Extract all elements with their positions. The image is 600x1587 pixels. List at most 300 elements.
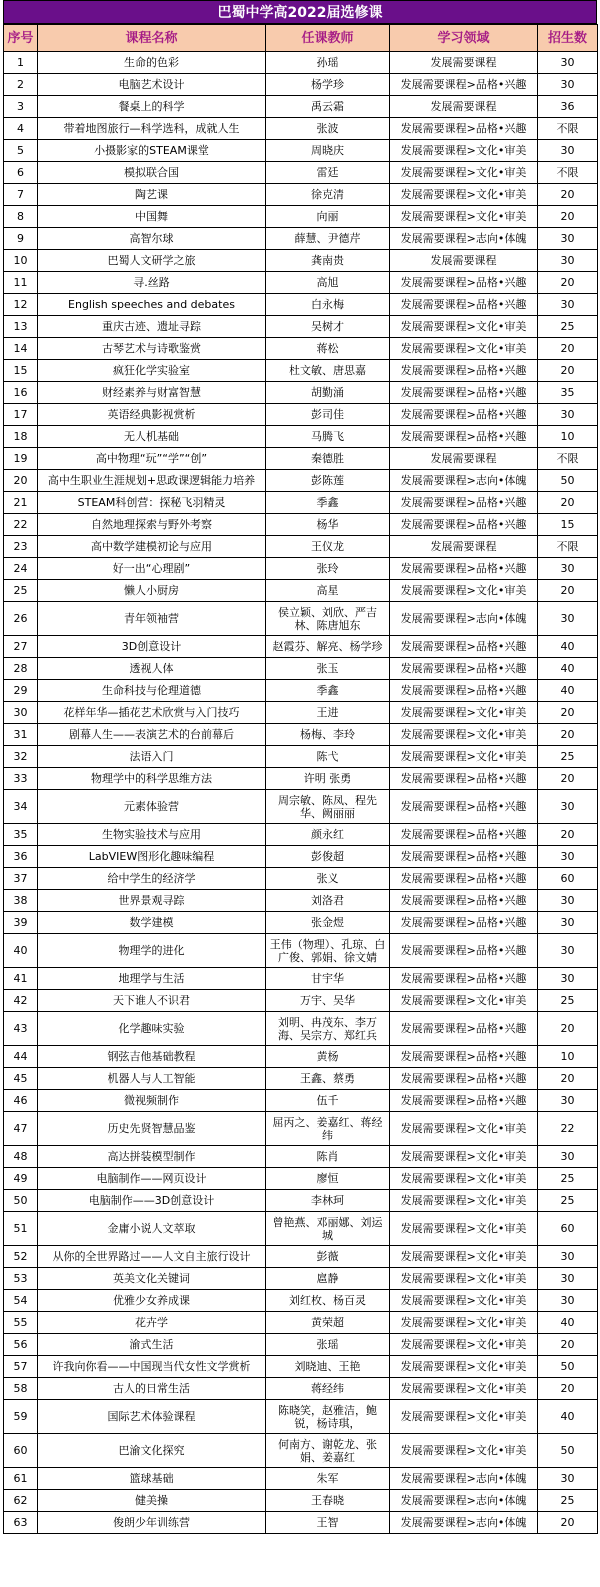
cell-area: 发展需要课程>文化•审美 <box>390 746 538 768</box>
cell-course: 高中生职业生涯规划+思政课逻辑能力培养 <box>38 470 266 492</box>
cell-teacher: 蒋松 <box>266 338 390 360</box>
cell-no: 9 <box>4 228 38 250</box>
table-row <box>4 558 598 580</box>
table-row <box>4 1212 598 1246</box>
cell-teacher: 季鑫 <box>266 492 390 514</box>
cell-count: 20 <box>538 1334 598 1356</box>
cell-course: LabVIEW图形化趣味编程 <box>38 846 266 868</box>
cell-count: 30 <box>538 294 598 316</box>
cell-count: 20 <box>538 206 598 228</box>
cell-no: 17 <box>4 404 38 426</box>
cell-no: 39 <box>4 912 38 934</box>
cell-count: 36 <box>538 96 598 118</box>
cell-no: 55 <box>4 1312 38 1334</box>
cell-teacher: 王智 <box>266 1512 390 1534</box>
cell-count: 不限 <box>538 536 598 558</box>
table-row <box>4 228 598 250</box>
table-row <box>4 250 598 272</box>
cell-count: 30 <box>538 250 598 272</box>
cell-no: 56 <box>4 1334 38 1356</box>
cell-area: 发展需要课程>文化•审美 <box>390 1246 538 1268</box>
table-row <box>4 1334 598 1356</box>
header-area: 学习领域 <box>390 25 538 52</box>
cell-teacher: 周晓庆 <box>266 140 390 162</box>
cell-area: 发展需要课程>文化•审美 <box>390 206 538 228</box>
cell-count: 30 <box>538 1246 598 1268</box>
table-row <box>4 448 598 470</box>
cell-course: 高中数学建模初论与应用 <box>38 536 266 558</box>
cell-course: 高智尔球 <box>38 228 266 250</box>
cell-no: 27 <box>4 636 38 658</box>
cell-area: 发展需要课程>品格•兴趣 <box>390 658 538 680</box>
cell-count: 30 <box>538 1290 598 1312</box>
table-row <box>4 1046 598 1068</box>
cell-course: 元素体验营 <box>38 790 266 824</box>
cell-area: 发展需要课程>品格•兴趣 <box>390 890 538 912</box>
cell-course: 带着地图旅行—科学选科，成就人生 <box>38 118 266 140</box>
cell-course: 古琴艺术与诗歌鉴赏 <box>38 338 266 360</box>
cell-area: 发展需要课程>品格•兴趣 <box>390 824 538 846</box>
cell-course: 巴渝文化探究 <box>38 1434 266 1468</box>
table-row <box>4 118 598 140</box>
cell-teacher: 刘明、冉茂东、李万海、吴宗方、郑红兵 <box>266 1012 390 1046</box>
table-row <box>4 912 598 934</box>
table-row <box>4 768 598 790</box>
cell-count: 20 <box>538 824 598 846</box>
table-row <box>4 470 598 492</box>
cell-area: 发展需要课程>文化•审美 <box>390 1334 538 1356</box>
cell-no: 8 <box>4 206 38 228</box>
cell-area: 发展需要课程>品格•兴趣 <box>390 1068 538 1090</box>
cell-course: 青年领袖营 <box>38 602 266 636</box>
cell-count: 10 <box>538 1046 598 1068</box>
cell-course: 世界景观寻踪 <box>38 890 266 912</box>
cell-count: 20 <box>538 1512 598 1534</box>
cell-area: 发展需要课程>文化•审美 <box>390 1434 538 1468</box>
cell-course: 生命的色彩 <box>38 52 266 74</box>
cell-area: 发展需要课程>品格•兴趣 <box>390 768 538 790</box>
cell-count: 不限 <box>538 118 598 140</box>
table-row <box>4 492 598 514</box>
cell-count: 20 <box>538 1068 598 1090</box>
table-row <box>4 1434 598 1468</box>
cell-course: 数学建模 <box>38 912 266 934</box>
cell-count: 60 <box>538 868 598 890</box>
cell-no: 32 <box>4 746 38 768</box>
cell-teacher: 张金煜 <box>266 912 390 934</box>
cell-count: 30 <box>538 1146 598 1168</box>
cell-teacher: 刘晓迪、王艳 <box>266 1356 390 1378</box>
table-row <box>4 580 598 602</box>
cell-teacher: 高旭 <box>266 272 390 294</box>
cell-course: 英美文化关键词 <box>38 1268 266 1290</box>
cell-area: 发展需要课程 <box>390 52 538 74</box>
cell-count: 20 <box>538 724 598 746</box>
cell-area: 发展需要课程 <box>390 96 538 118</box>
table-row <box>4 1068 598 1090</box>
cell-count: 40 <box>538 1400 598 1434</box>
cell-teacher: 张义 <box>266 868 390 890</box>
table-row <box>4 1468 598 1490</box>
cell-no: 33 <box>4 768 38 790</box>
table-row <box>4 96 598 118</box>
cell-teacher: 蒋经纬 <box>266 1378 390 1400</box>
table-row <box>4 790 598 824</box>
cell-teacher: 杨梅、李玲 <box>266 724 390 746</box>
cell-no: 5 <box>4 140 38 162</box>
cell-area: 发展需要课程>志向•体魄 <box>390 1512 538 1534</box>
table-row <box>4 1512 598 1534</box>
table-row <box>4 206 598 228</box>
cell-area: 发展需要课程>文化•审美 <box>390 184 538 206</box>
cell-count: 20 <box>538 492 598 514</box>
cell-no: 42 <box>4 990 38 1012</box>
cell-no: 2 <box>4 74 38 96</box>
cell-teacher: 龚南贵 <box>266 250 390 272</box>
table-row <box>4 272 598 294</box>
cell-teacher: 张瑶 <box>266 1334 390 1356</box>
cell-course: 金庸小说人文萃取 <box>38 1212 266 1246</box>
cell-area: 发展需要课程>品格•兴趣 <box>390 1090 538 1112</box>
cell-area: 发展需要课程>志向•体魄 <box>390 602 538 636</box>
cell-area: 发展需要课程>品格•兴趣 <box>390 846 538 868</box>
cell-count: 30 <box>538 52 598 74</box>
cell-no: 34 <box>4 790 38 824</box>
table-row <box>4 1090 598 1112</box>
table-row <box>4 1268 598 1290</box>
cell-no: 3 <box>4 96 38 118</box>
cell-course: 3D创意设计 <box>38 636 266 658</box>
cell-no: 38 <box>4 890 38 912</box>
table-row <box>4 1378 598 1400</box>
cell-no: 30 <box>4 702 38 724</box>
cell-count: 30 <box>538 846 598 868</box>
cell-area: 发展需要课程>品格•兴趣 <box>390 790 538 824</box>
cell-course: 高中物理“玩”“学”“创” <box>38 448 266 470</box>
table-row <box>4 724 598 746</box>
cell-teacher: 陈晓笑，赵雅洁，鲍锐，杨诗琪， <box>266 1400 390 1434</box>
table-row <box>4 1400 598 1434</box>
cell-course: STEAM科创营：探秘飞羽精灵 <box>38 492 266 514</box>
table-row <box>4 1112 598 1146</box>
cell-area: 发展需要课程>品格•兴趣 <box>390 934 538 968</box>
cell-teacher: 王鑫、蔡勇 <box>266 1068 390 1090</box>
cell-count: 10 <box>538 426 598 448</box>
cell-teacher: 刘洛君 <box>266 890 390 912</box>
cell-no: 4 <box>4 118 38 140</box>
cell-course: 模拟联合国 <box>38 162 266 184</box>
cell-no: 63 <box>4 1512 38 1534</box>
cell-no: 23 <box>4 536 38 558</box>
cell-count: 20 <box>538 580 598 602</box>
cell-course: 篮球基础 <box>38 1468 266 1490</box>
cell-count: 40 <box>538 658 598 680</box>
cell-count: 30 <box>538 1468 598 1490</box>
cell-count: 20 <box>538 768 598 790</box>
cell-area: 发展需要课程>文化•审美 <box>390 1112 538 1146</box>
cell-area: 发展需要课程>文化•审美 <box>390 1146 538 1168</box>
cell-course: 自然地理探索与野外考察 <box>38 514 266 536</box>
cell-teacher: 孙瑶 <box>266 52 390 74</box>
cell-course: 透视人体 <box>38 658 266 680</box>
cell-course: 天下谁人不识君 <box>38 990 266 1012</box>
cell-area: 发展需要课程>文化•审美 <box>390 1190 538 1212</box>
cell-course: 化学趣味实验 <box>38 1012 266 1046</box>
cell-course: 健美操 <box>38 1490 266 1512</box>
cell-count: 40 <box>538 680 598 702</box>
cell-area: 发展需要课程>文化•审美 <box>390 580 538 602</box>
table-row <box>4 1168 598 1190</box>
header-course: 课程名称 <box>38 25 266 52</box>
cell-course: 重庆古迹、遗址寻踪 <box>38 316 266 338</box>
cell-no: 59 <box>4 1400 38 1434</box>
cell-no: 46 <box>4 1090 38 1112</box>
cell-area: 发展需要课程>品格•兴趣 <box>390 492 538 514</box>
cell-course: 从你的全世界路过——人文自主旅行设计 <box>38 1246 266 1268</box>
cell-no: 18 <box>4 426 38 448</box>
cell-no: 1 <box>4 52 38 74</box>
cell-count: 25 <box>538 1168 598 1190</box>
table-row <box>4 636 598 658</box>
table-row <box>4 868 598 890</box>
table-row <box>4 1012 598 1046</box>
cell-area: 发展需要课程>文化•审美 <box>390 140 538 162</box>
cell-no: 43 <box>4 1012 38 1046</box>
cell-teacher: 万宇、吴华 <box>266 990 390 1012</box>
cell-course: 疯狂化学实验室 <box>38 360 266 382</box>
cell-area: 发展需要课程>品格•兴趣 <box>390 1046 538 1068</box>
cell-teacher: 杨学珍 <box>266 74 390 96</box>
cell-count: 30 <box>538 602 598 636</box>
cell-count: 20 <box>538 184 598 206</box>
cell-area: 发展需要课程>文化•审美 <box>390 1268 538 1290</box>
cell-teacher: 王春晓 <box>266 1490 390 1512</box>
cell-no: 31 <box>4 724 38 746</box>
cell-teacher: 许明 张勇 <box>266 768 390 790</box>
cell-course: 物理学的进化 <box>38 934 266 968</box>
table-row <box>4 824 598 846</box>
cell-area: 发展需要课程>文化•审美 <box>390 990 538 1012</box>
cell-teacher: 陈肖 <box>266 1146 390 1168</box>
cell-no: 25 <box>4 580 38 602</box>
cell-teacher: 彭薇 <box>266 1246 390 1268</box>
cell-no: 57 <box>4 1356 38 1378</box>
course-table-container <box>3 0 597 1534</box>
cell-no: 21 <box>4 492 38 514</box>
table-row <box>4 680 598 702</box>
cell-teacher: 侯立颖、刘欣、严吉林、陈唐旭东 <box>266 602 390 636</box>
cell-count: 30 <box>538 1268 598 1290</box>
cell-teacher: 刘红枚、杨百灵 <box>266 1290 390 1312</box>
cell-area: 发展需要课程>品格•兴趣 <box>390 404 538 426</box>
cell-teacher: 胡勤涌 <box>266 382 390 404</box>
cell-area: 发展需要课程>品格•兴趣 <box>390 514 538 536</box>
cell-count: 30 <box>538 790 598 824</box>
cell-no: 61 <box>4 1468 38 1490</box>
cell-count: 30 <box>538 74 598 96</box>
header-no: 序号 <box>4 25 38 52</box>
cell-area: 发展需要课程>文化•审美 <box>390 1400 538 1434</box>
cell-no: 49 <box>4 1168 38 1190</box>
table-row <box>4 294 598 316</box>
header-teacher: 任课教师 <box>266 25 390 52</box>
cell-no: 58 <box>4 1378 38 1400</box>
cell-no: 24 <box>4 558 38 580</box>
cell-course: 英语经典影视赏析 <box>38 404 266 426</box>
cell-teacher: 马腾飞 <box>266 426 390 448</box>
table-row <box>4 514 598 536</box>
cell-no: 40 <box>4 934 38 968</box>
cell-area: 发展需要课程>品格•兴趣 <box>390 360 538 382</box>
cell-course: 地理学与生活 <box>38 968 266 990</box>
header-count: 招生数 <box>538 25 598 52</box>
cell-teacher: 禹云霜 <box>266 96 390 118</box>
table-row <box>4 1356 598 1378</box>
cell-area: 发展需要课程>文化•审美 <box>390 1378 538 1400</box>
cell-count: 50 <box>538 1434 598 1468</box>
cell-count: 60 <box>538 1212 598 1246</box>
cell-area: 发展需要课程>志向•体魄 <box>390 1468 538 1490</box>
cell-no: 36 <box>4 846 38 868</box>
cell-area: 发展需要课程>品格•兴趣 <box>390 382 538 404</box>
table-row <box>4 1246 598 1268</box>
cell-teacher: 王进 <box>266 702 390 724</box>
cell-area: 发展需要课程>品格•兴趣 <box>390 558 538 580</box>
cell-teacher: 廖恒 <box>266 1168 390 1190</box>
cell-count: 30 <box>538 558 598 580</box>
cell-course: 生物实验技术与应用 <box>38 824 266 846</box>
cell-teacher: 彭俊超 <box>266 846 390 868</box>
cell-teacher: 颜永红 <box>266 824 390 846</box>
cell-area: 发展需要课程>文化•审美 <box>390 338 538 360</box>
cell-area: 发展需要课程>品格•兴趣 <box>390 680 538 702</box>
cell-teacher: 赵霞芬、解亮、杨学珍 <box>266 636 390 658</box>
table-row <box>4 360 598 382</box>
cell-course: 电脑制作——网页设计 <box>38 1168 266 1190</box>
cell-course: 国际艺术体验课程 <box>38 1400 266 1434</box>
cell-course: 物理学中的科学思维方法 <box>38 768 266 790</box>
cell-no: 60 <box>4 1434 38 1468</box>
cell-no: 52 <box>4 1246 38 1268</box>
cell-area: 发展需要课程 <box>390 448 538 470</box>
cell-course: 懒人小厨房 <box>38 580 266 602</box>
cell-teacher: 周宗敏、陈凤、程先华、阙丽丽 <box>266 790 390 824</box>
cell-area: 发展需要课程>文化•审美 <box>390 702 538 724</box>
cell-no: 15 <box>4 360 38 382</box>
cell-count: 不限 <box>538 448 598 470</box>
cell-area: 发展需要课程>品格•兴趣 <box>390 294 538 316</box>
table-row <box>4 968 598 990</box>
cell-count: 30 <box>538 228 598 250</box>
table-body <box>4 52 598 1534</box>
cell-teacher: 黄荣超 <box>266 1312 390 1334</box>
cell-area: 发展需要课程>品格•兴趣 <box>390 912 538 934</box>
cell-count: 20 <box>538 1378 598 1400</box>
cell-teacher: 薛慧、尹德芹 <box>266 228 390 250</box>
cell-count: 25 <box>538 316 598 338</box>
cell-no: 26 <box>4 602 38 636</box>
cell-no: 41 <box>4 968 38 990</box>
cell-teacher: 伍千 <box>266 1090 390 1112</box>
cell-course: 寻.丝路 <box>38 272 266 294</box>
cell-no: 19 <box>4 448 38 470</box>
cell-teacher: 杜文敏、唐思嘉 <box>266 360 390 382</box>
cell-no: 45 <box>4 1068 38 1090</box>
cell-course: 优雅少女养成课 <box>38 1290 266 1312</box>
table-row <box>4 316 598 338</box>
table-row <box>4 934 598 968</box>
table-row <box>4 890 598 912</box>
cell-teacher: 张波 <box>266 118 390 140</box>
cell-teacher: 彭陈莲 <box>266 470 390 492</box>
table-row <box>4 602 598 636</box>
cell-course: 小摄影家的STEAM课堂 <box>38 140 266 162</box>
cell-course: 生命科技与伦理道德 <box>38 680 266 702</box>
cell-area: 发展需要课程>品格•兴趣 <box>390 868 538 890</box>
cell-count: 25 <box>538 1190 598 1212</box>
cell-course: 许我向你看——中国现当代女性文学赏析 <box>38 1356 266 1378</box>
cell-area: 发展需要课程>文化•审美 <box>390 1290 538 1312</box>
cell-no: 47 <box>4 1112 38 1146</box>
cell-course: 给中学生的经济学 <box>38 868 266 890</box>
cell-area: 发展需要课程>文化•审美 <box>390 1312 538 1334</box>
cell-no: 7 <box>4 184 38 206</box>
cell-teacher: 黄杨 <box>266 1046 390 1068</box>
cell-no: 22 <box>4 514 38 536</box>
table-row <box>4 52 598 74</box>
cell-count: 30 <box>538 404 598 426</box>
cell-course: 高达拼装模型制作 <box>38 1146 266 1168</box>
cell-count: 35 <box>538 382 598 404</box>
cell-teacher: 彭司佳 <box>266 404 390 426</box>
table-row <box>4 74 598 96</box>
cell-teacher: 季鑫 <box>266 680 390 702</box>
cell-course: 俊朗少年训练营 <box>38 1512 266 1534</box>
cell-area: 发展需要课程>文化•审美 <box>390 1356 538 1378</box>
cell-course: 机器人与人工智能 <box>38 1068 266 1090</box>
cell-area: 发展需要课程>文化•审美 <box>390 1168 538 1190</box>
table-row <box>4 426 598 448</box>
cell-course: 剧幕人生——表演艺术的台前幕后 <box>38 724 266 746</box>
cell-area: 发展需要课程>品格•兴趣 <box>390 272 538 294</box>
cell-teacher: 李林珂 <box>266 1190 390 1212</box>
table-row <box>4 702 598 724</box>
cell-no: 53 <box>4 1268 38 1290</box>
cell-teacher: 向丽 <box>266 206 390 228</box>
cell-count: 25 <box>538 1490 598 1512</box>
cell-area: 发展需要课程>品格•兴趣 <box>390 426 538 448</box>
cell-area: 发展需要课程>品格•兴趣 <box>390 118 538 140</box>
table-row <box>4 1146 598 1168</box>
cell-area: 发展需要课程>品格•兴趣 <box>390 636 538 658</box>
cell-count: 30 <box>538 968 598 990</box>
cell-count: 20 <box>538 272 598 294</box>
cell-course: 中国舞 <box>38 206 266 228</box>
cell-teacher: 杨华 <box>266 514 390 536</box>
table-row <box>4 990 598 1012</box>
cell-course: 微视频制作 <box>38 1090 266 1112</box>
table-row <box>4 140 598 162</box>
cell-area: 发展需要课程>文化•审美 <box>390 316 538 338</box>
cell-course: 电脑艺术设计 <box>38 74 266 96</box>
cell-teacher: 张玲 <box>266 558 390 580</box>
cell-area: 发展需要课程>文化•审美 <box>390 724 538 746</box>
table-row <box>4 184 598 206</box>
table-row <box>4 1312 598 1334</box>
cell-course: 钢弦吉他基础教程 <box>38 1046 266 1068</box>
course-table <box>3 24 598 1534</box>
cell-no: 11 <box>4 272 38 294</box>
